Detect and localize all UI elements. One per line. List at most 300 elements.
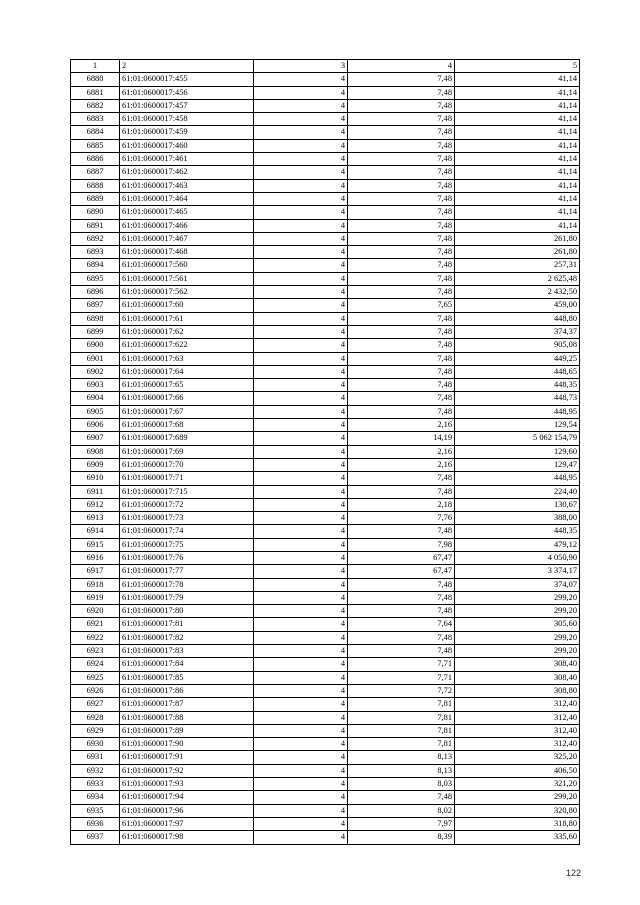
row-number-cell: 6910 [71, 472, 120, 485]
rate-cell: 2,16 [348, 458, 455, 471]
column-header-3: 3 [254, 60, 348, 73]
cadastral-number-cell: 61:01:0600017:90 [120, 738, 254, 751]
column-header-5: 5 [455, 60, 580, 73]
rate-cell: 67,47 [348, 565, 455, 578]
row-number-cell: 6917 [71, 565, 120, 578]
cadastral-number-cell: 61:01:0600017:622 [120, 339, 254, 352]
cadastral-number-cell: 61:01:0600017:81 [120, 618, 254, 631]
rate-cell: 7,48 [348, 113, 455, 126]
cadastral-number-cell: 61:01:0600017:560 [120, 259, 254, 272]
category-cell: 4 [254, 153, 348, 166]
rate-cell: 8,02 [348, 804, 455, 817]
table-row [71, 618, 580, 631]
category-cell: 4 [254, 525, 348, 538]
category-cell: 4 [254, 831, 348, 844]
row-number-cell: 6911 [71, 485, 120, 498]
row-number-cell: 6920 [71, 605, 120, 618]
cadastral-number-cell: 61:01:0600017:87 [120, 698, 254, 711]
rate-cell: 7,48 [348, 312, 455, 325]
cadastral-number-cell: 61:01:0600017:94 [120, 791, 254, 804]
rate-cell: 7,48 [348, 352, 455, 365]
cadastral-number-cell: 61:01:0600017:463 [120, 179, 254, 192]
rate-cell: 7,48 [348, 365, 455, 378]
value-cell: 325,20 [455, 751, 580, 764]
cadastral-number-cell: 61:01:0600017:92 [120, 764, 254, 777]
cadastral-number-cell: 61:01:0600017:96 [120, 804, 254, 817]
value-cell: 406,50 [455, 764, 580, 777]
value-cell: 321,20 [455, 778, 580, 791]
rate-cell: 7,48 [348, 645, 455, 658]
cadastral-number-cell: 61:01:0600017:97 [120, 817, 254, 830]
value-cell: 318,80 [455, 817, 580, 830]
rate-cell: 7,81 [348, 711, 455, 724]
value-cell: 320,80 [455, 804, 580, 817]
rate-cell: 7,72 [348, 684, 455, 697]
table-row [71, 99, 580, 112]
column-header-2: 2 [120, 60, 254, 73]
value-cell: 41,14 [455, 179, 580, 192]
cadastral-number-cell: 61:01:0600017:67 [120, 405, 254, 418]
table-row [71, 551, 580, 564]
table-row [71, 272, 580, 285]
table-row [71, 299, 580, 312]
category-cell: 4 [254, 578, 348, 591]
table-row [71, 126, 580, 139]
cadastral-number-cell: 61:01:0600017:464 [120, 192, 254, 205]
row-number-cell: 6908 [71, 445, 120, 458]
rate-cell: 7,48 [348, 232, 455, 245]
row-number-cell: 6929 [71, 724, 120, 737]
rate-cell: 7,64 [348, 618, 455, 631]
table-row [71, 246, 580, 259]
cadastral-number-cell: 61:01:0600017:86 [120, 684, 254, 697]
category-cell: 4 [254, 751, 348, 764]
value-cell: 299,20 [455, 591, 580, 604]
value-cell: 41,14 [455, 206, 580, 219]
value-cell: 41,14 [455, 153, 580, 166]
row-number-cell: 6888 [71, 179, 120, 192]
category-cell: 4 [254, 724, 348, 737]
cadastral-number-cell: 61:01:0600017:561 [120, 272, 254, 285]
row-number-cell: 6909 [71, 458, 120, 471]
category-cell: 4 [254, 498, 348, 511]
row-number-cell: 6903 [71, 379, 120, 392]
row-number-cell: 6933 [71, 778, 120, 791]
value-cell: 5 062 154,79 [455, 432, 580, 445]
row-number-cell: 6892 [71, 232, 120, 245]
rate-cell: 7,48 [348, 605, 455, 618]
cadastral-number-cell: 61:01:0600017:468 [120, 246, 254, 259]
table-row [71, 339, 580, 352]
table-row [71, 286, 580, 299]
table-row [71, 113, 580, 126]
table-row [71, 538, 580, 551]
value-cell: 448,65 [455, 365, 580, 378]
row-number-cell: 6905 [71, 405, 120, 418]
table-row [71, 485, 580, 498]
cadastral-number-cell: 61:01:0600017:63 [120, 352, 254, 365]
cadastral-number-cell: 61:01:0600017:75 [120, 538, 254, 551]
value-cell: 299,20 [455, 645, 580, 658]
cadastral-number-cell: 61:01:0600017:461 [120, 153, 254, 166]
cadastral-number-cell: 61:01:0600017:80 [120, 605, 254, 618]
table-row [71, 379, 580, 392]
category-cell: 4 [254, 352, 348, 365]
table-row [71, 392, 580, 405]
category-cell: 4 [254, 605, 348, 618]
value-cell: 299,20 [455, 605, 580, 618]
category-cell: 4 [254, 392, 348, 405]
cadastral-number-cell: 61:01:0600017:62 [120, 325, 254, 338]
table-row [71, 458, 580, 471]
rate-cell: 7,65 [348, 299, 455, 312]
rate-cell: 7,48 [348, 791, 455, 804]
cadastral-number-cell: 61:01:0600017:84 [120, 658, 254, 671]
cadastral-table [70, 59, 580, 845]
rate-cell: 7,48 [348, 139, 455, 152]
category-cell: 4 [254, 472, 348, 485]
cadastral-number-cell: 61:01:0600017:73 [120, 512, 254, 525]
cadastral-number-cell: 61:01:0600017:689 [120, 432, 254, 445]
table-row [71, 817, 580, 830]
value-cell: 129,47 [455, 458, 580, 471]
category-cell: 4 [254, 286, 348, 299]
rate-cell: 7,48 [348, 525, 455, 538]
category-cell: 4 [254, 778, 348, 791]
row-number-cell: 6926 [71, 684, 120, 697]
category-cell: 4 [254, 698, 348, 711]
row-number-cell: 6894 [71, 259, 120, 272]
rate-cell: 7,48 [348, 485, 455, 498]
category-cell: 4 [254, 791, 348, 804]
rate-cell: 7,48 [348, 166, 455, 179]
category-cell: 4 [254, 113, 348, 126]
table-row [71, 206, 580, 219]
rate-cell: 7,48 [348, 206, 455, 219]
table-row [71, 153, 580, 166]
value-cell: 41,14 [455, 126, 580, 139]
value-cell: 224,40 [455, 485, 580, 498]
row-number-cell: 6885 [71, 139, 120, 152]
category-cell: 4 [254, 325, 348, 338]
category-cell: 4 [254, 259, 348, 272]
category-cell: 4 [254, 419, 348, 432]
category-cell: 4 [254, 232, 348, 245]
category-cell: 4 [254, 179, 348, 192]
cadastral-number-cell: 61:01:0600017:85 [120, 671, 254, 684]
category-cell: 4 [254, 618, 348, 631]
value-cell: 129,60 [455, 445, 580, 458]
rate-cell: 7,71 [348, 671, 455, 684]
row-number-cell: 6932 [71, 764, 120, 777]
value-cell: 312,40 [455, 738, 580, 751]
value-cell: 130,67 [455, 498, 580, 511]
row-number-cell: 6934 [71, 791, 120, 804]
rate-cell: 2,16 [348, 445, 455, 458]
value-cell: 305,60 [455, 618, 580, 631]
row-number-cell: 6895 [71, 272, 120, 285]
row-number-cell: 6919 [71, 591, 120, 604]
table-row [71, 498, 580, 511]
cadastral-number-cell: 61:01:0600017:467 [120, 232, 254, 245]
table-row [71, 778, 580, 791]
value-cell: 388,00 [455, 512, 580, 525]
row-number-cell: 6930 [71, 738, 120, 751]
cadastral-number-cell: 61:01:0600017:65 [120, 379, 254, 392]
value-cell: 308,40 [455, 658, 580, 671]
table-row [71, 711, 580, 724]
rate-cell: 7,48 [348, 578, 455, 591]
value-cell: 261,80 [455, 246, 580, 259]
category-cell: 4 [254, 804, 348, 817]
cadastral-number-cell: 61:01:0600017:76 [120, 551, 254, 564]
value-cell: 312,40 [455, 724, 580, 737]
cadastral-number-cell: 61:01:0600017:466 [120, 219, 254, 232]
table-row [71, 698, 580, 711]
category-cell: 4 [254, 99, 348, 112]
category-cell: 4 [254, 565, 348, 578]
value-cell: 479,12 [455, 538, 580, 551]
row-number-cell: 6936 [71, 817, 120, 830]
rate-cell: 7,48 [348, 591, 455, 604]
table-row [71, 791, 580, 804]
row-number-cell: 6921 [71, 618, 120, 631]
row-number-cell: 6918 [71, 578, 120, 591]
row-number-cell: 6883 [71, 113, 120, 126]
rate-cell: 7,81 [348, 698, 455, 711]
cadastral-table-sheet [70, 59, 577, 845]
row-number-cell: 6931 [71, 751, 120, 764]
rate-cell: 7,48 [348, 219, 455, 232]
cadastral-number-cell: 61:01:0600017:458 [120, 113, 254, 126]
category-cell: 4 [254, 192, 348, 205]
rate-cell: 7,76 [348, 512, 455, 525]
table-row [71, 312, 580, 325]
value-cell: 448,95 [455, 405, 580, 418]
value-cell: 41,14 [455, 73, 580, 86]
column-header-4: 4 [348, 60, 455, 73]
category-cell: 4 [254, 73, 348, 86]
table-row [71, 219, 580, 232]
category-cell: 4 [254, 86, 348, 99]
row-number-cell: 6897 [71, 299, 120, 312]
rate-cell: 7,48 [348, 325, 455, 338]
category-cell: 4 [254, 458, 348, 471]
table-body [71, 73, 580, 844]
category-cell: 4 [254, 671, 348, 684]
value-cell: 448,80 [455, 312, 580, 325]
table-row [71, 365, 580, 378]
category-cell: 4 [254, 764, 348, 777]
value-cell: 129,54 [455, 419, 580, 432]
value-cell: 261,80 [455, 232, 580, 245]
table-row [71, 645, 580, 658]
rate-cell: 8,13 [348, 764, 455, 777]
table-row [71, 605, 580, 618]
value-cell: 308,40 [455, 671, 580, 684]
category-cell: 4 [254, 365, 348, 378]
cadastral-number-cell: 61:01:0600017:61 [120, 312, 254, 325]
cadastral-number-cell: 61:01:0600017:93 [120, 778, 254, 791]
category-cell: 4 [254, 246, 348, 259]
value-cell: 448,95 [455, 472, 580, 485]
rate-cell: 7,48 [348, 405, 455, 418]
table-row [71, 764, 580, 777]
row-number-cell: 6913 [71, 512, 120, 525]
category-cell: 4 [254, 645, 348, 658]
cadastral-number-cell: 61:01:0600017:562 [120, 286, 254, 299]
cadastral-number-cell: 61:01:0600017:91 [120, 751, 254, 764]
table-row [71, 445, 580, 458]
row-number-cell: 6891 [71, 219, 120, 232]
table-row [71, 259, 580, 272]
value-cell: 448,73 [455, 392, 580, 405]
rate-cell: 8,03 [348, 778, 455, 791]
table-row [71, 232, 580, 245]
value-cell: 374,07 [455, 578, 580, 591]
category-cell: 4 [254, 219, 348, 232]
cadastral-number-cell: 61:01:0600017:78 [120, 578, 254, 591]
table-row [71, 432, 580, 445]
category-cell: 4 [254, 272, 348, 285]
category-cell: 4 [254, 711, 348, 724]
rate-cell: 7,48 [348, 246, 455, 259]
rate-cell: 7,48 [348, 472, 455, 485]
value-cell: 448,35 [455, 379, 580, 392]
column-header-1: 1 [71, 60, 120, 73]
cadastral-number-cell: 61:01:0600017:79 [120, 591, 254, 604]
rate-cell: 7,48 [348, 392, 455, 405]
table-row [71, 831, 580, 844]
row-number-cell: 6887 [71, 166, 120, 179]
table-row [71, 405, 580, 418]
row-number-cell: 6893 [71, 246, 120, 259]
table-row [71, 192, 580, 205]
cadastral-number-cell: 61:01:0600017:88 [120, 711, 254, 724]
value-cell: 2 432,50 [455, 286, 580, 299]
rate-cell: 7,48 [348, 86, 455, 99]
category-cell: 4 [254, 339, 348, 352]
category-cell: 4 [254, 631, 348, 644]
rate-cell: 7,71 [348, 658, 455, 671]
row-number-cell: 6898 [71, 312, 120, 325]
value-cell: 374,37 [455, 325, 580, 338]
cadastral-number-cell: 61:01:0600017:457 [120, 99, 254, 112]
rate-cell: 7,48 [348, 286, 455, 299]
row-number-cell: 6923 [71, 645, 120, 658]
rate-cell: 8,39 [348, 831, 455, 844]
row-number-cell: 6890 [71, 206, 120, 219]
category-cell: 4 [254, 126, 348, 139]
row-number-cell: 6896 [71, 286, 120, 299]
value-cell: 2 625,48 [455, 272, 580, 285]
cadastral-number-cell: 61:01:0600017:83 [120, 645, 254, 658]
category-cell: 4 [254, 166, 348, 179]
row-number-cell: 6915 [71, 538, 120, 551]
category-cell: 4 [254, 432, 348, 445]
value-cell: 41,14 [455, 192, 580, 205]
value-cell: 308,80 [455, 684, 580, 697]
cadastral-number-cell: 61:01:0600017:74 [120, 525, 254, 538]
table-header-row [71, 60, 580, 73]
table-row [71, 724, 580, 737]
table-row [71, 139, 580, 152]
category-cell: 4 [254, 817, 348, 830]
value-cell: 459,00 [455, 299, 580, 312]
row-number-cell: 6899 [71, 325, 120, 338]
row-number-cell: 6904 [71, 392, 120, 405]
cadastral-number-cell: 61:01:0600017:82 [120, 631, 254, 644]
value-cell: 299,20 [455, 791, 580, 804]
value-cell: 41,14 [455, 139, 580, 152]
table-row [71, 179, 580, 192]
row-number-cell: 6925 [71, 671, 120, 684]
table-row [71, 591, 580, 604]
table-row [71, 73, 580, 86]
rate-cell: 14,19 [348, 432, 455, 445]
cadastral-number-cell: 61:01:0600017:460 [120, 139, 254, 152]
rate-cell: 7,48 [348, 179, 455, 192]
category-cell: 4 [254, 206, 348, 219]
row-number-cell: 6881 [71, 86, 120, 99]
rate-cell: 7,48 [348, 339, 455, 352]
rate-cell: 7,48 [348, 73, 455, 86]
row-number-cell: 6886 [71, 153, 120, 166]
cadastral-number-cell: 61:01:0600017:77 [120, 565, 254, 578]
table-row [71, 738, 580, 751]
category-cell: 4 [254, 405, 348, 418]
category-cell: 4 [254, 485, 348, 498]
page-number: 122 [565, 868, 581, 878]
category-cell: 4 [254, 512, 348, 525]
cadastral-number-cell: 61:01:0600017:71 [120, 472, 254, 485]
row-number-cell: 6880 [71, 73, 120, 86]
cadastral-number-cell: 61:01:0600017:70 [120, 458, 254, 471]
row-number-cell: 6912 [71, 498, 120, 511]
category-cell: 4 [254, 591, 348, 604]
row-number-cell: 6922 [71, 631, 120, 644]
cadastral-number-cell: 61:01:0600017:64 [120, 365, 254, 378]
row-number-cell: 6924 [71, 658, 120, 671]
rate-cell: 7,48 [348, 153, 455, 166]
cadastral-number-cell: 61:01:0600017:60 [120, 299, 254, 312]
rate-cell: 2,16 [348, 419, 455, 432]
row-number-cell: 6901 [71, 352, 120, 365]
rate-cell: 7,48 [348, 272, 455, 285]
value-cell: 3 374,17 [455, 565, 580, 578]
value-cell: 4 050,90 [455, 551, 580, 564]
table-row [71, 578, 580, 591]
row-number-cell: 6882 [71, 99, 120, 112]
row-number-cell: 6902 [71, 365, 120, 378]
table-row [71, 684, 580, 697]
rate-cell: 2,18 [348, 498, 455, 511]
category-cell: 4 [254, 738, 348, 751]
rate-cell: 7,81 [348, 724, 455, 737]
table-row [71, 671, 580, 684]
table-row [71, 352, 580, 365]
rate-cell: 7,48 [348, 259, 455, 272]
rate-cell: 7,97 [348, 817, 455, 830]
category-cell: 4 [254, 379, 348, 392]
table-row [71, 525, 580, 538]
cadastral-number-cell: 61:01:0600017:455 [120, 73, 254, 86]
cadastral-number-cell: 61:01:0600017:72 [120, 498, 254, 511]
category-cell: 4 [254, 538, 348, 551]
table-row [71, 804, 580, 817]
value-cell: 312,40 [455, 711, 580, 724]
table-row [71, 86, 580, 99]
